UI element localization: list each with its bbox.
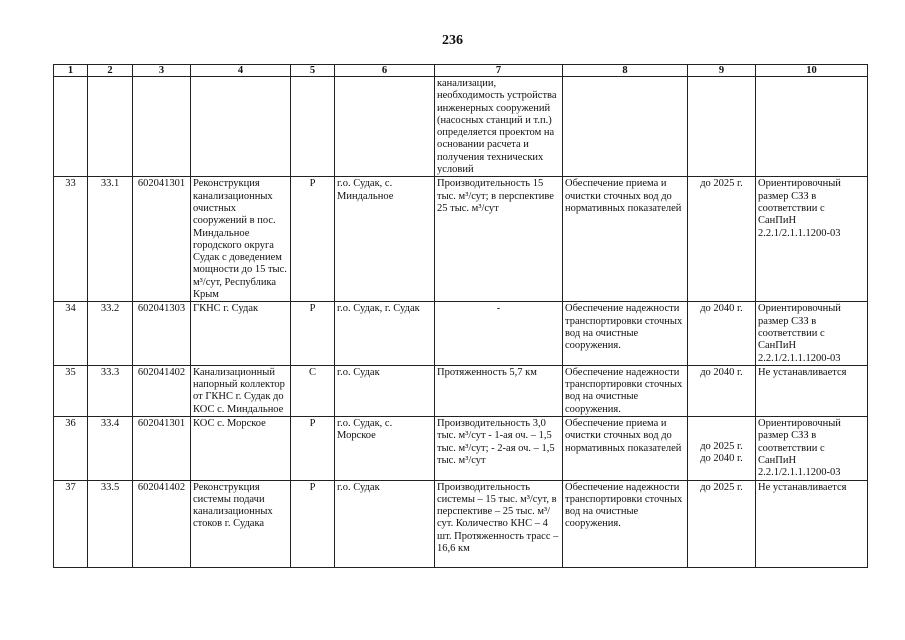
cell-empty xyxy=(88,77,133,177)
row-characteristics: Протяженность 5,7 км xyxy=(435,365,563,416)
row-id: 602041301 xyxy=(133,417,191,480)
row-status: Р xyxy=(291,177,335,302)
row-characteristics: Производительность системы – 15 тыс. м³/сут, в перспективе – 25 тыс. м³/сут. Количество КНС – 4 шт. Протяженность трасс – 16,6 км xyxy=(435,480,563,567)
cell-empty xyxy=(191,77,291,177)
cell-empty xyxy=(291,77,335,177)
continuation-text: канализации, необходимость устройства инженерных сооружений (насосных станций и т.п.) определяется проектом на основании расчета и получения технических условий xyxy=(435,77,563,177)
continuation-row xyxy=(54,77,868,177)
row-deadline xyxy=(688,417,756,480)
cell-empty xyxy=(133,77,191,177)
cell-empty xyxy=(563,77,688,177)
row-purpose: Обеспечение надежности транспортировки сточных вод на очистные сооружения. xyxy=(563,365,688,416)
header-col-1: 1 xyxy=(54,65,88,77)
cell-empty xyxy=(756,77,868,177)
row-characteristics: - xyxy=(435,302,563,365)
row-characteristics: Производительность 3,0 тыс. м³/сут - 1-ая оч. – 1,5 тыс. м³/сут; - 2-ая оч. – 1,5 тыс. м³/сут xyxy=(435,417,563,480)
row-id: 602041402 xyxy=(133,480,191,567)
row-zone: Ориентировочный размер СЗЗ в соответствии с СанПиН 2.2.1/2.1.1.1200-03 xyxy=(756,302,868,365)
row-status: Р xyxy=(291,417,335,480)
header-col-3: 3 xyxy=(133,65,191,77)
table-row xyxy=(54,365,868,416)
row-purpose: Обеспечение приема и очистки сточных вод до нормативных показателей xyxy=(563,177,688,302)
row-code: 33.2 xyxy=(88,302,133,365)
header-col-5: 5 xyxy=(291,65,335,77)
row-zone: Не устанавливается xyxy=(756,365,868,416)
row-number: 33 xyxy=(54,177,88,302)
header-col-9: 9 xyxy=(688,65,756,77)
row-name: ГКНС г. Судак xyxy=(191,302,291,365)
header-col-6: 6 xyxy=(335,65,435,77)
deadline-stage-1: до 2025 г. xyxy=(700,441,743,453)
header-col-10: 10 xyxy=(756,65,868,77)
row-deadline: до 2040 г. xyxy=(688,302,756,365)
row-characteristics: Производительность 15 тыс. м³/сут; в перспективе 25 тыс. м³/сут xyxy=(435,177,563,302)
row-status: Р xyxy=(291,302,335,365)
row-id: 602041303 xyxy=(133,302,191,365)
row-location: г.о. Судак, г. Судак xyxy=(335,302,435,365)
page-number: 236 xyxy=(442,33,463,48)
row-purpose: Обеспечение надежности транспортировки сточных вод на очистные сооружения. xyxy=(563,302,688,365)
row-deadline: до 2040 г. xyxy=(688,365,756,416)
row-name: КОС с. Морское xyxy=(191,417,291,480)
header-col-4: 4 xyxy=(191,65,291,77)
row-code: 33.4 xyxy=(88,417,133,480)
table-row xyxy=(54,177,868,302)
row-id: 602041402 xyxy=(133,365,191,416)
infrastructure-table xyxy=(53,64,868,568)
row-purpose: Обеспечение приема и очистки сточных вод до нормативных показателей xyxy=(563,417,688,480)
row-zone: Не устанавливается xyxy=(756,480,868,567)
table-row xyxy=(54,480,868,567)
row-code: 33.3 xyxy=(88,365,133,416)
row-location: г.о. Судак, с. Миндальное xyxy=(335,177,435,302)
cell-empty xyxy=(688,77,756,177)
row-deadline: до 2025 г. xyxy=(688,177,756,302)
header-col-2: 2 xyxy=(88,65,133,77)
row-zone: Ориентировочный размер СЗЗ в соответствии с СанПиН 2.2.1/2.1.1.1200-03 xyxy=(756,417,868,480)
cell-empty xyxy=(54,77,88,177)
row-name: Реконструкция канализационных очистных сооружений в пос. Миндальное городского округа Судак с доведением мощности до 15 тыс. м³/сут, Республика Крым xyxy=(191,177,291,302)
table-row xyxy=(54,417,868,480)
row-deadline: до 2025 г. xyxy=(688,480,756,567)
row-purpose: Обеспечение надежности транспортировки сточных вод на очистные сооружения. xyxy=(563,480,688,567)
row-location: г.о. Судак, с. Морское xyxy=(335,417,435,480)
row-id: 602041301 xyxy=(133,177,191,302)
row-number: 36 xyxy=(54,417,88,480)
row-status: Р xyxy=(291,480,335,567)
header-col-7: 7 xyxy=(435,65,563,77)
row-status: С xyxy=(291,365,335,416)
row-number: 34 xyxy=(54,302,88,365)
row-location: г.о. Судак xyxy=(335,365,435,416)
deadline-stage-2: до 2040 г. xyxy=(700,453,743,465)
row-code: 33.1 xyxy=(88,177,133,302)
row-zone: Ориентировочный размер СЗЗ в соответствии с СанПиН 2.2.1/2.1.1.1200-03 xyxy=(756,177,868,302)
cell-empty xyxy=(335,77,435,177)
header-row xyxy=(54,65,868,77)
table-row xyxy=(54,302,868,365)
row-number: 35 xyxy=(54,365,88,416)
row-name: Канализационный напорный коллектор от ГКНС г. Судак до КОС с. Миндальное xyxy=(191,365,291,416)
row-code: 33.5 xyxy=(88,480,133,567)
row-location: г.о. Судак xyxy=(335,480,435,567)
header-col-8: 8 xyxy=(563,65,688,77)
row-number: 37 xyxy=(54,480,88,567)
row-name: Реконструкция системы подачи канализационных стоков г. Судака xyxy=(191,480,291,567)
